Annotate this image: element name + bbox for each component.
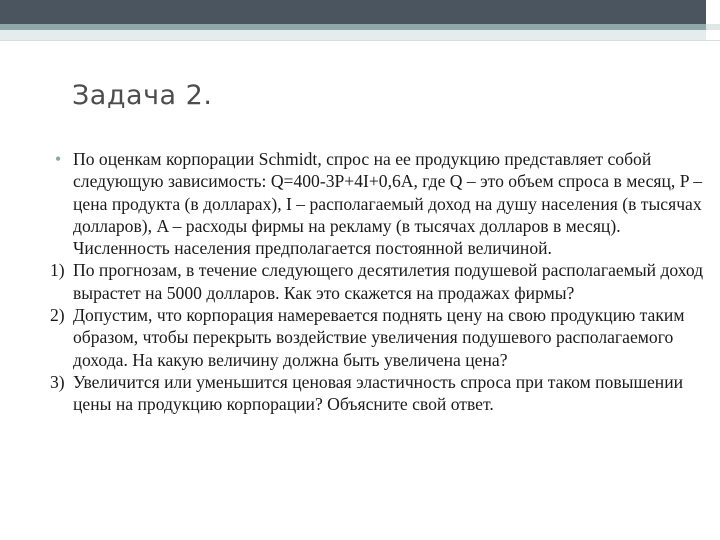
header-corner-block: [706, 0, 720, 40]
header-corner-block-accent: [706, 24, 720, 30]
question-2: [50, 304, 705, 371]
bullet-icon: •: [55, 149, 62, 169]
header-divider: [0, 40, 720, 41]
intro-paragraph-text: По оценкам корпорации Schmidt, спрос на ее продукцию представляет собой следующую зависимость: Q=400-3P+4I+0,6A, где Q – это объем спроса в месяц, P – цена продукта (в долларах), I – располагаемый доход на душу населения (в тысячах долларов), A – расходы фирмы на рекламу (в тысячах долларов в месяц). Численность населения предполагается постоянной величиной.: [73, 149, 703, 259]
question-2-text: Допустим, что корпорация намеревается поднять цену на свою продукцию таким образом, чтобы перекрыть воздействие увеличения подушевого располагаемого дохода. На какую величину должна быть увеличена цена?: [73, 305, 685, 370]
header-bar-dark: [0, 0, 720, 24]
intro-paragraph: [55, 148, 705, 259]
header-bar-light: [0, 30, 720, 40]
question-1: [50, 259, 705, 304]
question-2-number: 2): [50, 305, 65, 326]
question-3-text: Увеличится или уменьшится ценовая эластичность спроса при таком повышении цены на продукцию корпорации? Объясните свой ответ.: [73, 371, 684, 415]
question-1-text: По прогнозам, в течение следующего десятилетия подушевой располагаемый доход вырастет на 5000 долларов. Как это скажется на продажах фирмы?: [73, 260, 704, 303]
question-1-number: 1): [50, 260, 65, 281]
slide-body: [50, 148, 705, 416]
question-3-number: 3): [50, 371, 65, 392]
slide-title: Задача 2.: [72, 80, 213, 111]
question-3: [50, 371, 705, 416]
